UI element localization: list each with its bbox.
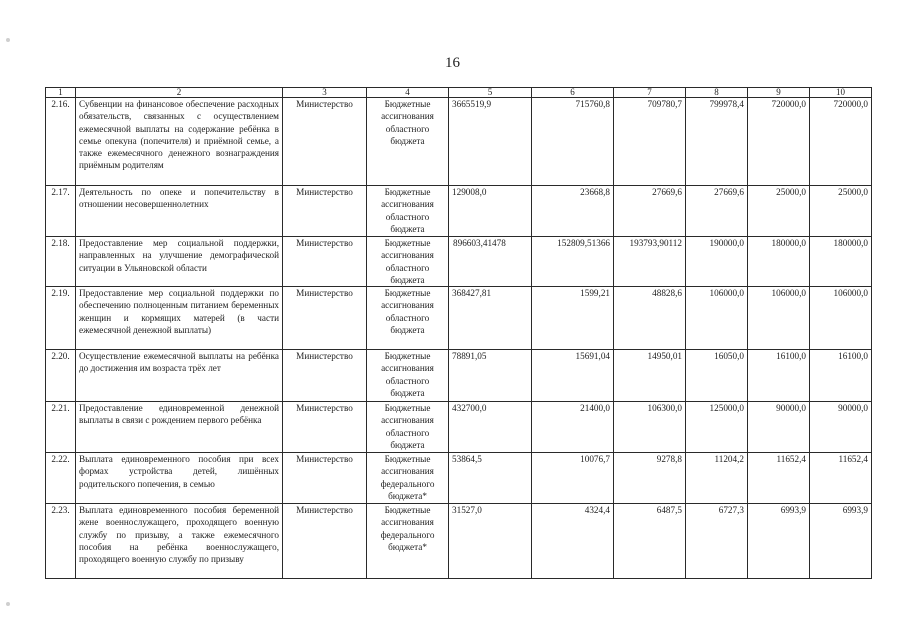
column-header: 5 (449, 88, 532, 98)
value-total: 129008,0 (449, 186, 532, 237)
page-number: 16 (445, 55, 460, 71)
value-year: 720000,0 (748, 98, 810, 186)
value-year: 125000,0 (686, 402, 748, 453)
table-row (46, 186, 872, 237)
value-year: 11652,4 (810, 453, 872, 504)
funding-source: Бюджетные ассигнования областного бюджета (367, 98, 449, 186)
table-row (46, 402, 872, 453)
value-year: 16100,0 (810, 350, 872, 402)
value-total: 368427,81 (449, 287, 532, 350)
value-year: 799978,4 (686, 98, 748, 186)
table-row (46, 453, 872, 504)
measure-name: Выплата единовременного пособия беременной жене военнослужащего, проходящего военную службу по призыву, а также ежемесячного пособия на ребёнка военнослужащего, проходящего военную службу по призыву (76, 504, 283, 579)
value-year: 6487,5 (614, 504, 686, 579)
row-number: 2.23. (46, 504, 76, 579)
value-year: 106000,0 (810, 287, 872, 350)
column-header: 2 (76, 88, 283, 98)
value-year: 152809,51366 (532, 237, 614, 287)
measure-name: Осуществление ежемесячной выплаты на ребёнка до достижения им возраста трёх лет (76, 350, 283, 402)
funding-source: Бюджетные ассигнования областного бюджета (367, 186, 449, 237)
value-year: 6993,9 (810, 504, 872, 579)
executor: Министерство (283, 350, 367, 402)
value-year: 106000,0 (748, 287, 810, 350)
value-year: 180000,0 (748, 237, 810, 287)
value-year: 23668,8 (532, 186, 614, 237)
row-number: 2.21. (46, 402, 76, 453)
executor: Министерство (283, 453, 367, 504)
value-total: 3665519,9 (449, 98, 532, 186)
column-header: 6 (532, 88, 614, 98)
value-year: 709780,7 (614, 98, 686, 186)
value-year: 193793,90112 (614, 237, 686, 287)
column-header: 4 (367, 88, 449, 98)
row-number: 2.16. (46, 98, 76, 186)
funding-source: Бюджетные ассигнования федерального бюджета* (367, 504, 449, 579)
executor: Министерство (283, 402, 367, 453)
measure-name: Предоставление мер социальной поддержки, направленных на улучшение демографической ситуации в Ульяновской области (76, 237, 283, 287)
value-year: 16050,0 (686, 350, 748, 402)
value-year: 190000,0 (686, 237, 748, 287)
executor: Министерство (283, 98, 367, 186)
value-year: 6993,9 (748, 504, 810, 579)
budget-table (45, 87, 872, 579)
value-total: 78891,05 (449, 350, 532, 402)
measure-name: Предоставление мер социальной поддержки по обеспечению полноценным питанием беременных женщин и кормящих матерей (в части ежемесячной денежной выплаты) (76, 287, 283, 350)
column-header: 8 (686, 88, 748, 98)
value-year: 4324,4 (532, 504, 614, 579)
column-header: 1 (46, 88, 76, 98)
table-row (46, 287, 872, 350)
value-year: 11652,4 (748, 453, 810, 504)
value-year: 25000,0 (748, 186, 810, 237)
value-year: 48828,6 (614, 287, 686, 350)
table-row (46, 504, 872, 579)
value-year: 720000,0 (810, 98, 872, 186)
funding-source: Бюджетные ассигнования областного бюджета (367, 237, 449, 287)
value-total: 53864,5 (449, 453, 532, 504)
value-year: 106000,0 (686, 287, 748, 350)
funding-source: Бюджетные ассигнования областного бюджета (367, 402, 449, 453)
column-header: 10 (810, 88, 872, 98)
funding-source: Бюджетные ассигнования областного бюджета (367, 350, 449, 402)
value-year: 14950,01 (614, 350, 686, 402)
row-number: 2.20. (46, 350, 76, 402)
value-year: 90000,0 (810, 402, 872, 453)
column-header: 7 (614, 88, 686, 98)
row-number: 2.18. (46, 237, 76, 287)
executor: Министерство (283, 237, 367, 287)
value-total: 432700,0 (449, 402, 532, 453)
measure-name: Деятельность по опеке и попечительству в отношении несовершеннолетних (76, 186, 283, 237)
table-row (46, 237, 872, 287)
value-year: 9278,8 (614, 453, 686, 504)
column-header: 9 (748, 88, 810, 98)
executor: Министерство (283, 504, 367, 579)
value-year: 106300,0 (614, 402, 686, 453)
value-year: 10076,7 (532, 453, 614, 504)
executor: Министерство (283, 287, 367, 350)
value-year: 16100,0 (748, 350, 810, 402)
value-year: 27669,6 (686, 186, 748, 237)
funding-source: Бюджетные ассигнования федерального бюджета* (367, 453, 449, 504)
value-year: 715760,8 (532, 98, 614, 186)
binding-hole-mark (6, 602, 10, 606)
value-year: 1599,21 (532, 287, 614, 350)
value-year: 11204,2 (686, 453, 748, 504)
table-header (46, 88, 872, 98)
executor: Министерство (283, 186, 367, 237)
value-year: 21400,0 (532, 402, 614, 453)
row-number: 2.19. (46, 287, 76, 350)
value-year: 25000,0 (810, 186, 872, 237)
measure-name: Предоставление единовременной денежной выплаты в связи с рождением первого ребёнка (76, 402, 283, 453)
value-year: 180000,0 (810, 237, 872, 287)
binding-hole-mark (6, 38, 10, 42)
value-total: 31527,0 (449, 504, 532, 579)
table-row (46, 98, 872, 186)
value-total: 896603,41478 (449, 237, 532, 287)
column-header: 3 (283, 88, 367, 98)
funding-source: Бюджетные ассигнования областного бюджета (367, 287, 449, 350)
value-year: 27669,6 (614, 186, 686, 237)
value-year: 6727,3 (686, 504, 748, 579)
measure-name: Субвенции на финансовое обеспечение расходных обязательств, связанных с осуществлением ежемесячной выплаты на содержание ребёнка в семье опекуна (попечителя) и приёмной семье, а также ежемесячного денежного вознаграждения приёмным родителям (76, 98, 283, 186)
table-body (46, 98, 872, 579)
row-number: 2.22. (46, 453, 76, 504)
measure-name: Выплата единовременного пособия при всех формах устройства детей, лишённых родительского попечения, в семью (76, 453, 283, 504)
value-year: 90000,0 (748, 402, 810, 453)
table-row (46, 350, 872, 402)
row-number: 2.17. (46, 186, 76, 237)
value-year: 15691,04 (532, 350, 614, 402)
